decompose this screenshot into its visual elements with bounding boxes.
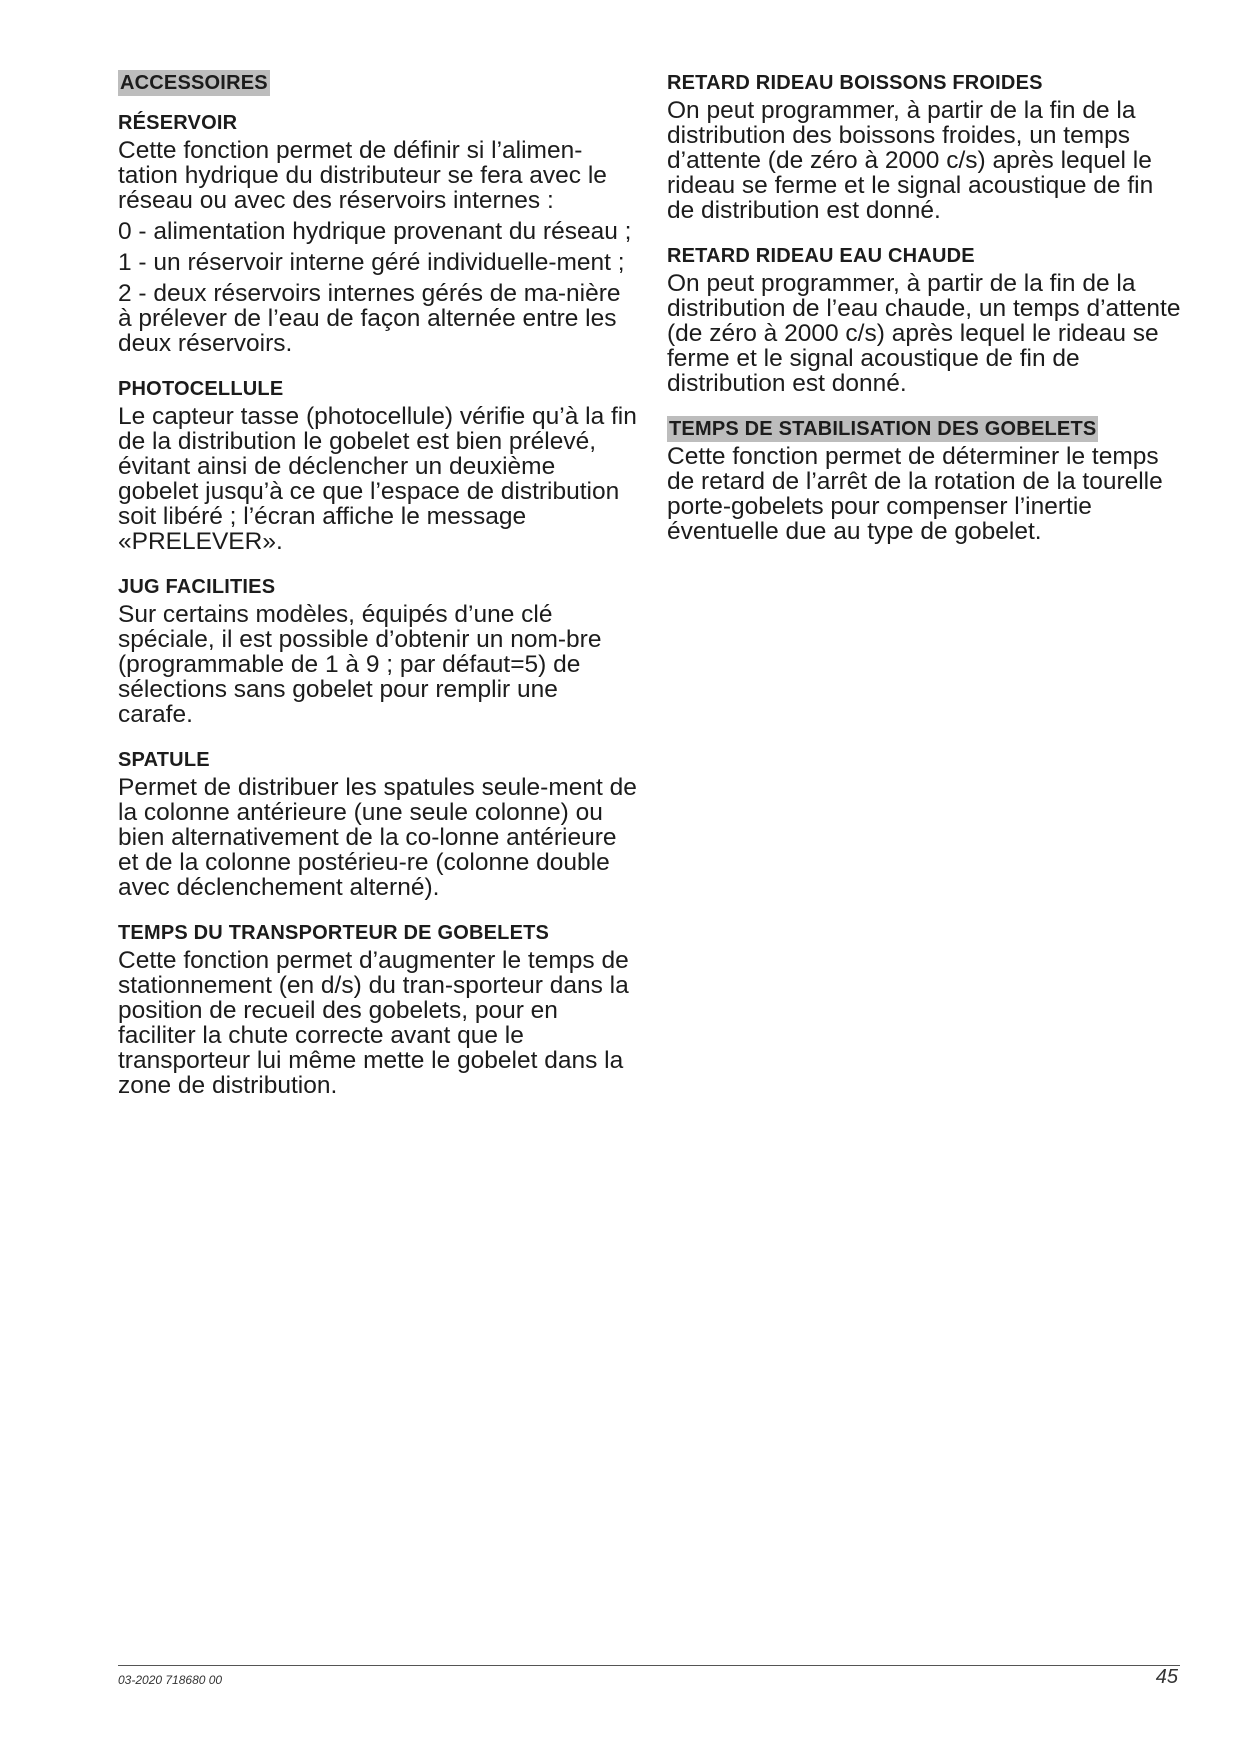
section-temps-stabilisation — [667, 416, 1187, 544]
section-temps-transporteur — [118, 920, 638, 1098]
footer-divider — [118, 1665, 1180, 1666]
paragraph: On peut programmer, à partir de la fin de la distribution des boissons froides, un temps d’attente (de zéro à 2000 c/s) après lequel le rideau se ferme et le signal acoustique de fin de distribution est donné. — [667, 97, 1154, 224]
page-number: 45 — [1155, 1666, 1178, 1688]
paragraph: 2 - deux réservoirs internes gérés de ma-nière à prélever de l’eau de façon alternée entre les deux réservoirs. — [118, 280, 621, 357]
section-heading: RETARD RIDEAU EAU CHAUDE — [667, 245, 975, 267]
paragraph: 0 - alimentation hydrique provenant du réseau ; — [118, 218, 632, 245]
section-heading: JUG FACILITIES — [118, 576, 276, 598]
paragraph: On peut programmer, à partir de la fin de la distribution de l’eau chaude, un temps d’attente (de zéro à 2000 c/s) après lequel le rideau se ferme et le signal acoustique de fin de distribution est donné. — [667, 270, 1181, 397]
section-heading: PHOTOCELLULE — [118, 378, 284, 400]
section-jug-facilities — [118, 574, 638, 727]
section-heading: TEMPS DU TRANSPORTEUR DE GOBELETS — [118, 922, 550, 944]
section-spatule — [118, 747, 638, 900]
document-code: 03-2020 718680 00 — [118, 1673, 223, 1687]
section-retard-rideau-froides — [667, 70, 1187, 223]
main-title: ACCESSOIRES — [120, 72, 268, 94]
left-column — [118, 70, 638, 1118]
section-heading: SPATULE — [118, 749, 210, 771]
section-heading: RÉSERVOIR — [118, 112, 238, 134]
right-column — [667, 70, 1187, 564]
paragraph: Permet de distribuer les spatules seule-ment de la colonne antérieure (une seule colonne) ou bien alternativement de la co-lonne antérieure et de la colonne postérieu-re (colonne double avec déclenchement alterné). — [118, 774, 637, 901]
main-title-section — [118, 70, 638, 96]
paragraph: Sur certains modèles, équipés d’une clé spéciale, il est possible d’obtenir un nom-bre (programmable de 1 à 9 ; par défaut=5) de sélections sans gobelet pour remplir une carafe. — [118, 601, 602, 728]
section-reservoir — [118, 110, 638, 356]
paragraph: Le capteur tasse (photocellule) vérifie qu’à la fin de la distribution le gobelet est bien prélevé, évitant ainsi de déclencher un deuxième gobelet jusqu’à ce que l’espace de distribution soit libéré ; l’écran affiche le message «PRELEVER». — [118, 403, 637, 555]
paragraph: Cette fonction permet d’augmenter le temps de stationnement (en d/s) du tran-sporteur dans la position de recueil des gobelets, pour en faciliter la chute correcte avant que le transporteur lui même mette le gobelet dans la zone de distribution. — [118, 947, 629, 1099]
paragraph: Cette fonction permet de définir si l’alimen-tation hydrique du distributeur se fera avec le réseau ou avec des réservoirs internes : — [118, 137, 607, 214]
section-heading: RETARD RIDEAU BOISSONS FROIDES — [667, 72, 1043, 94]
paragraph: Cette fonction permet de déterminer le temps de retard de l’arrêt de la rotation de la tourelle porte-gobelets pour compenser l’inertie éventuelle due au type de gobelet. — [667, 443, 1163, 545]
section-heading: TEMPS DE STABILISATION DES GOBELETS — [669, 418, 1097, 440]
paragraph: 1 - un réservoir interne géré individuelle-ment ; — [118, 249, 625, 276]
section-photocellule — [118, 376, 638, 554]
section-retard-rideau-chaude — [667, 243, 1187, 396]
